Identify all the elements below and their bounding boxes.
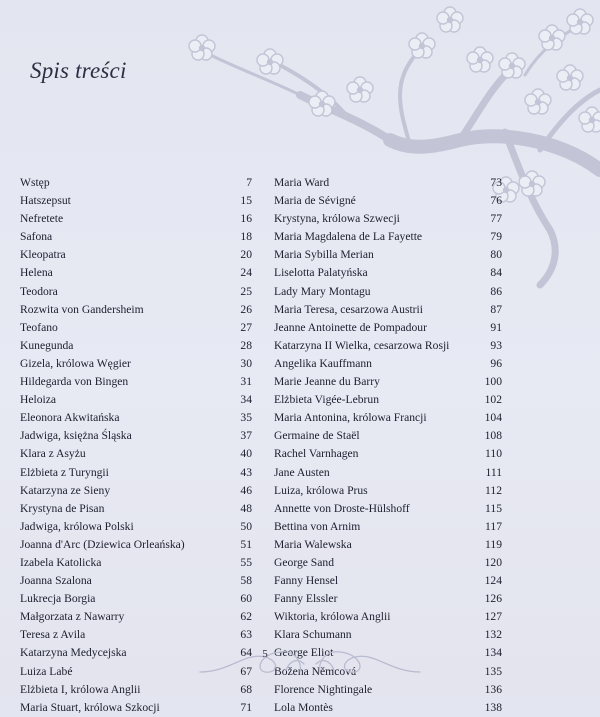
toc-entry-page: 37 <box>240 429 252 443</box>
toc-entry-title: Maria Teresa, cesarzowa Austrii <box>274 302 423 316</box>
toc-entry-title: Angelika Kauffmann <box>274 356 372 370</box>
toc-entry-title: Fanny Hensel <box>274 574 339 588</box>
toc-entry-page: 20 <box>240 248 252 262</box>
toc-entry-title: Katarzyna Medycejska <box>20 646 127 660</box>
toc-entry-title: Wiktoria, królowa Anglii <box>274 610 391 624</box>
toc-entry-page: 136 <box>484 682 502 696</box>
toc-entry-page: 31 <box>240 375 252 389</box>
toc-entry-title: George Eliot <box>274 646 334 660</box>
toc-entry-title: Luiza, królowa Prus <box>274 483 368 497</box>
toc-entry <box>20 681 252 699</box>
toc-entry-page: 104 <box>484 411 502 425</box>
toc-entry-title: Joanna Szalona <box>20 574 92 588</box>
toc-entry-title: Elżbieta z Turyngii <box>20 465 109 479</box>
toc-entry-title: Elżbieta I, królowa Anglii <box>20 682 141 696</box>
toc-entry <box>20 699 252 717</box>
toc-entry <box>274 608 502 626</box>
toc-entry <box>20 228 252 246</box>
toc-entry-page: 91 <box>490 320 502 334</box>
toc-entry-page: 58 <box>240 574 252 588</box>
toc-entry-title: Joanna d'Arc (Dziewica Orleańska) <box>20 537 185 551</box>
toc-entry-title: Katarzyna ze Sieny <box>20 483 111 497</box>
toc-entry-page: 117 <box>485 519 502 533</box>
toc-entry <box>274 192 502 210</box>
toc-entry-page: 34 <box>240 393 252 407</box>
toc-entry-title: Jadwiga, księżna Śląska <box>20 429 132 443</box>
toc-entry-title: Eleonora Akwitańska <box>20 411 120 425</box>
toc-entry-title: Helena <box>20 266 53 280</box>
toc-entry-page: 62 <box>240 610 252 624</box>
toc-entry-title: Krystyna de Pisan <box>20 501 105 515</box>
toc-entry-page: 16 <box>240 212 252 226</box>
toc-title: Spis treści <box>30 58 127 83</box>
toc-entry-page: 79 <box>490 230 502 244</box>
toc-entry-page: 132 <box>484 628 502 642</box>
toc-entry-page: 77 <box>490 212 502 226</box>
toc-entry-title: Kunegunda <box>20 338 74 352</box>
toc-entry <box>274 319 502 337</box>
toc-entry-title: Hildegarda von Bingen <box>20 375 129 389</box>
toc-entry-page: 35 <box>240 411 252 425</box>
toc-entry-title: Maria de Sévigné <box>274 194 356 208</box>
toc-entry-title: Maria Antonina, królowa Francji <box>274 411 427 425</box>
toc-entry <box>274 355 502 373</box>
toc-entry-page: 60 <box>240 592 252 606</box>
toc-entry <box>20 210 252 228</box>
page-number: 5 <box>262 648 268 660</box>
toc-entry-title: Maria Magdalena de La Fayette <box>274 230 423 244</box>
toc-entry-page: 112 <box>485 483 502 497</box>
toc-entry-page: 110 <box>485 447 502 461</box>
toc-entry-title: Florence Nightingale <box>274 682 373 696</box>
toc-entry-page: 124 <box>484 574 502 588</box>
toc-entry-page: 64 <box>240 646 252 660</box>
toc-entry <box>20 319 252 337</box>
toc-entry <box>20 554 252 572</box>
toc-entry <box>274 445 502 463</box>
toc-entry-page: 18 <box>240 230 252 244</box>
toc-entry-page: 76 <box>490 194 502 208</box>
toc-entry-page: 43 <box>240 465 252 479</box>
toc-entry-page: 73 <box>490 176 502 189</box>
toc-entry-title: Rozwita von Gandersheim <box>20 302 144 316</box>
toc-entry-title: Marie Jeanne du Barry <box>274 375 380 389</box>
toc-entry-page: 25 <box>240 284 252 298</box>
toc-entry-page: 63 <box>240 628 252 642</box>
toc-entry <box>274 699 502 717</box>
toc-entry-title: Klara Schumann <box>274 628 352 642</box>
toc-entry <box>20 246 252 264</box>
toc-entry-title: Luiza Labé <box>20 664 73 678</box>
toc-entry <box>274 500 502 518</box>
toc-entry-title: Lola Montès <box>274 700 333 714</box>
toc-entry <box>20 518 252 536</box>
toc-entry-page: 111 <box>485 465 502 479</box>
toc-entry-page: 55 <box>240 555 252 569</box>
toc-entry <box>20 445 252 463</box>
toc-entry-title: Fanny Elssler <box>274 592 338 606</box>
toc-entry-title: Wstęp <box>20 176 50 189</box>
toc-entry <box>274 228 502 246</box>
toc-entry <box>274 301 502 319</box>
toc-entry <box>20 355 252 373</box>
toc-entry-page: 24 <box>240 266 252 280</box>
toc-entry <box>274 264 502 282</box>
toc-entry-title: Klara z Asyżu <box>20 447 86 461</box>
toc-entry-page: 126 <box>484 592 502 606</box>
toc-entry-title: Nefretete <box>20 212 64 226</box>
toc-entry-page: 28 <box>240 338 252 352</box>
toc-entry <box>274 174 502 192</box>
toc-entry-page: 135 <box>484 664 502 678</box>
toc-entry-title: Hatszepsut <box>20 194 71 208</box>
toc-entry-page: 115 <box>485 501 502 515</box>
toc-entry-title: Krystyna, królowa Szwecji <box>274 212 400 226</box>
toc-entry <box>20 391 252 409</box>
toc-entry-title: Teresa z Avila <box>20 628 86 642</box>
toc-entry-page: 108 <box>484 429 502 443</box>
flourish-ornament <box>190 632 430 682</box>
toc-entry-title: Lady Mary Montagu <box>274 284 371 298</box>
toc-entry <box>20 608 252 626</box>
toc-entry-page: 7 <box>246 176 252 189</box>
toc-entry-title: Kleopatra <box>20 248 66 262</box>
toc-entry-title: Gizela, królowa Węgier <box>20 356 131 370</box>
toc-entry <box>274 554 502 572</box>
toc-entry-title: Maria Ward <box>274 176 330 189</box>
toc-entry <box>20 409 252 427</box>
toc-entry <box>274 572 502 590</box>
toc-entry-title: Bettina von Arnim <box>274 519 361 533</box>
toc-entry-title: Božena Němcová <box>274 664 357 678</box>
toc-entry-title: Germaine de Staël <box>274 429 360 443</box>
toc-entry-page: 26 <box>240 302 252 316</box>
toc-entry-page: 80 <box>490 248 502 262</box>
toc-entry <box>274 373 502 391</box>
toc-entry-page: 40 <box>240 447 252 461</box>
toc-entry <box>20 500 252 518</box>
toc-entry <box>274 681 502 699</box>
toc-entry-page: 100 <box>484 375 502 389</box>
toc-entry <box>20 337 252 355</box>
toc-entry-page: 30 <box>240 356 252 370</box>
toc-entry-page: 96 <box>490 356 502 370</box>
toc-entry-page: 27 <box>240 320 252 334</box>
toc-entry-title: Safona <box>20 230 53 244</box>
toc-entry-title: Heloiza <box>20 393 57 407</box>
toc-entry-page: 50 <box>240 519 252 533</box>
toc-entry <box>20 192 252 210</box>
toc-entry-page: 86 <box>490 284 502 298</box>
toc-entry <box>274 283 502 301</box>
toc-entry-title: Maria Sybilla Merian <box>274 248 374 262</box>
toc-entry <box>274 590 502 608</box>
toc-entry-title: Katarzyna II Wielka, cesarzowa Rosji <box>274 338 450 352</box>
toc-entry-page: 15 <box>240 194 252 208</box>
toc-entry-page: 71 <box>240 700 252 714</box>
toc-entry <box>274 536 502 554</box>
toc-entry <box>274 482 502 500</box>
toc-entry-title: Maria Walewska <box>274 537 352 551</box>
toc-entry-page: 51 <box>240 537 252 551</box>
toc-entry-page: 68 <box>240 682 252 696</box>
toc-entry-page: 119 <box>485 537 502 551</box>
toc-entry-title: Elżbieta Vigée-Lebrun <box>274 393 379 407</box>
toc-entry <box>20 373 252 391</box>
toc-entry-page: 127 <box>484 610 502 624</box>
toc-entry <box>20 464 252 482</box>
toc-entry <box>20 301 252 319</box>
toc-entry-title: Teodora <box>20 284 58 298</box>
toc-entry-title: Jane Austen <box>274 465 330 479</box>
toc-entry <box>274 427 502 445</box>
toc-entry <box>20 572 252 590</box>
toc-entry <box>20 482 252 500</box>
toc-entry <box>274 409 502 427</box>
toc-entry <box>20 427 252 445</box>
toc-entry-page: 87 <box>490 302 502 316</box>
toc-entry-page: 120 <box>484 555 502 569</box>
toc-entry-page: 48 <box>240 501 252 515</box>
toc-entry-page: 67 <box>240 664 252 678</box>
toc-entry <box>274 210 502 228</box>
toc-entry-title: Annette von Droste-Hülshoff <box>274 501 410 515</box>
toc-entry-title: Lukrecja Borgia <box>20 592 96 606</box>
toc-entry <box>20 283 252 301</box>
toc-entry-title: George Sand <box>274 555 334 569</box>
toc-entry-page: 138 <box>484 700 502 714</box>
toc-entry-page: 134 <box>484 646 502 660</box>
toc-entry <box>274 337 502 355</box>
toc-entry-title: Maria Stuart, królowa Szkocji <box>20 700 160 714</box>
toc-entry-page: 84 <box>490 266 502 280</box>
toc-entry-title: Teofano <box>20 320 58 334</box>
toc-entry <box>274 464 502 482</box>
toc-entry-page: 46 <box>240 483 252 497</box>
toc-entry <box>20 536 252 554</box>
toc-entry-page: 93 <box>490 338 502 352</box>
toc-entry <box>274 518 502 536</box>
toc-entry <box>20 590 252 608</box>
toc-entry-title: Izabela Katolicka <box>20 555 102 569</box>
toc-entry <box>274 246 502 264</box>
toc-entry-title: Rachel Varnhagen <box>274 447 359 461</box>
toc-entry <box>20 264 252 282</box>
toc-entry-title: Małgorzata z Nawarry <box>20 610 125 624</box>
toc-entry <box>20 174 252 192</box>
toc-entry <box>274 391 502 409</box>
toc-entry-title: Jadwiga, królowa Polski <box>20 519 134 533</box>
toc-entry-title: Liselotta Palatyńska <box>274 266 368 280</box>
toc-entry-title: Jeanne Antoinette de Pompadour <box>274 320 427 334</box>
toc-entry-page: 102 <box>484 393 502 407</box>
